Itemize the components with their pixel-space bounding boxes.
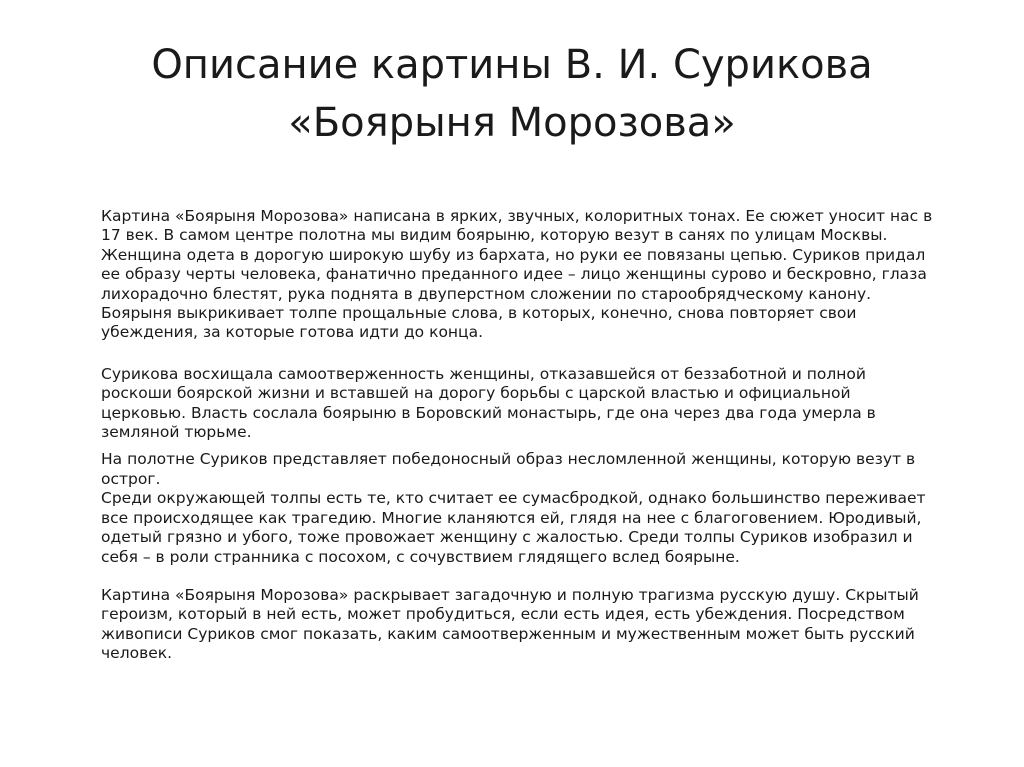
paragraph-conclusion: Картина «Боярыня Морозова» раскрывает загадочную и полную трагизма русскую душу. Скрытый героизм, который в ней есть, может пробудиться, если есть идея, есть убеждения. Посредством живописи Суриков смог показать, каким самоотверженным и мужественным может быть русский человек. [101, 585, 919, 663]
paragraph-crowd: На полотне Суриков представляет победоносный образ несломленной женщины, которую везут в острог. Среди окружающей толпы есть те, кто считает ее сумасбродкой, однако большинство переживает все происходящее как трагедию. Многие кланяются ей, глядя на нее с благоговением. Юродивый, одетый грязно и убого, тоже провожает женщину с жалостью. Среди толпы Суриков изобразил и себя – в роли странника с посохом, с сочувствием глядящего вслед боярыне. [101, 450, 926, 566]
slide-title-line-1: Описание картины В. И. Сурикова [151, 42, 873, 88]
paragraph-admiration: Сурикова восхищала самоотверженность женщины, отказавшейся от беззаботной и полной роскоши боярской жизни и вставшей на дорогу борьбы с царской властью и официальной церковью. Власть сослала боярыню в Боровский монастырь, где она через два года умерла в земляной тюрьме. [101, 364, 876, 442]
slide-body [101, 207, 971, 664]
paragraph-description: Картина «Боярыня Морозова» написана в ярких, звучных, колоритных тонах. Ее сюжет уносит нас в 17 век. В самом центре полотна мы видим боярыню, которую везут в санях по улицам Москвы. Женщина одета в дорогую широкую шубу из бархата, но руки ее повязаны цепью. Суриков придал ее образу черты человека, фанатично преданного идее – лицо женщины сурово и бескровно, глаза лихорадочно блестят, рука поднята в двуперстном сложении по старообрядческому канону. Боярыня выкрикивает толпе прощальные слова, в которых, конечно, снова повторяет свои убеждения, за которые готова идти до конца. [101, 207, 933, 342]
paragraph-spacer [101, 567, 971, 586]
slide-title-line-2: «Боярыня Морозова» [288, 100, 736, 146]
slide-title [60, 36, 964, 152]
